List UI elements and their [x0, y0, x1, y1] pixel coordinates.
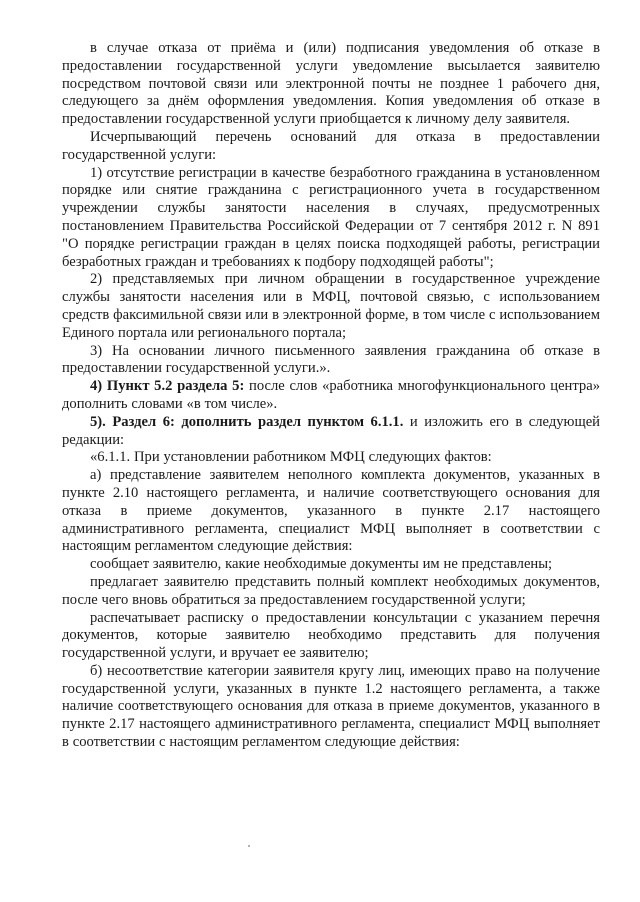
paragraph-text: 3) На основании личного письменного заявления гражданина об отказе в предоставлении государственной услуги.». [62, 342, 600, 377]
paragraph-grounds-list-intro [62, 129, 600, 165]
paragraph-amendment-5 [62, 414, 600, 450]
paragraph-ground-2 [62, 271, 600, 342]
paragraph-ground-1 [62, 165, 600, 272]
paragraph-text: сообщает заявителю, какие необходимые документы им не представлены; [90, 556, 553, 573]
paragraph-item-b [62, 663, 600, 752]
paragraph-text: а) представление заявителем неполного комплекта документов, указанных в пункте 2.10 настоящего регламента, и наличие соответствующего основания для отказа в приеме документов, указанного в пункте 2.17 настоящего административного регламента, специалист МФЦ выполняет в соответствии с настоящим регламентом следующие действия: [62, 467, 600, 555]
document-body [62, 40, 600, 752]
paragraph-text: и изложить его в следующей редакции: [62, 413, 600, 448]
paragraph-text: б) несоответствие категории заявителя кругу лиц, имеющих право на получение государственной услуги, указанных в пункте 1.2 настоящего регламента, а также наличие соответствующего основания для отказа в приеме документов, указанного в пункте 2.17 настоящего административного регламента, специалист МФЦ выполняет в соответствии с настоящим регламентом следующие действия: [62, 662, 600, 751]
paragraph-ground-3 [62, 343, 600, 379]
amendment-heading: 4) Пункт 5.2 раздела 5: [90, 378, 245, 395]
paragraph-action-offer [62, 574, 600, 610]
paragraph-text: в случае отказа от приёма и (или) подписания уведомления об отказе в предоставлении государственной услуги уведомление высылается заявителю посредством почтовой связи или электронной почты не позднее 1 рабочего дня, следующего за днём оформления уведомления. Копия уведомления об отказе в предоставлении государственной услуги приобщается к личному делу заявителя. [62, 40, 600, 128]
paragraph-action-receipt [62, 610, 600, 663]
paragraph-text: «6.1.1. При установлении работником МФЦ следующих фактов: [90, 449, 492, 466]
paragraph-text: распечатывает расписку о предоставлении консультации с указанием перечня документов, которые заявителю необходимо представить для получения государственной услуги, и вручает ее заявителю; [62, 609, 600, 662]
paragraph-text: 1) отсутствие регистрации в качестве безработного гражданина в установленном порядке или снятие гражданина с регистрационного учета в государственном учреждении службы занятости населения в случаях, предусмотренных постановлением Правительства Российской Федерации от 7 сентября 2012 г. N 891 "О порядке регистрации граждан в целях поиска подходящей работы, регистрации безработных граждан и требованиях к подбору подходящей работы"; [62, 164, 600, 270]
paragraph-section-6-1-1 [62, 449, 600, 467]
paragraph-item-a [62, 467, 600, 556]
amendment-heading: 5). Раздел 6: дополнить раздел пунктом 6.1.1. [90, 413, 404, 430]
paragraph-amendment-4 [62, 378, 600, 414]
paragraph-text: после слов «работника многофункционального центра» дополнить словами «в том числе». [62, 378, 600, 412]
paragraph-text: 2) представляемых при личном обращении в государственное учреждение службы занятости населения или в МФЦ, почтовой связью, с использованием средств факсимильной связи или в электронной форме, в том числе с использованием Единого портала или регионального портала; [62, 271, 600, 341]
paragraph-text: Исчерпывающий перечень оснований для отказа в предоставлении государственной услуги: [62, 128, 600, 163]
paragraph-text: предлагает заявителю представить полный комплект необходимых документов, после чего вновь обратиться за предоставлением государственной услуги; [62, 573, 600, 608]
scan-speck [248, 845, 250, 847]
paragraph-action-inform [62, 556, 600, 574]
paragraph-refusal-notice [62, 40, 600, 129]
